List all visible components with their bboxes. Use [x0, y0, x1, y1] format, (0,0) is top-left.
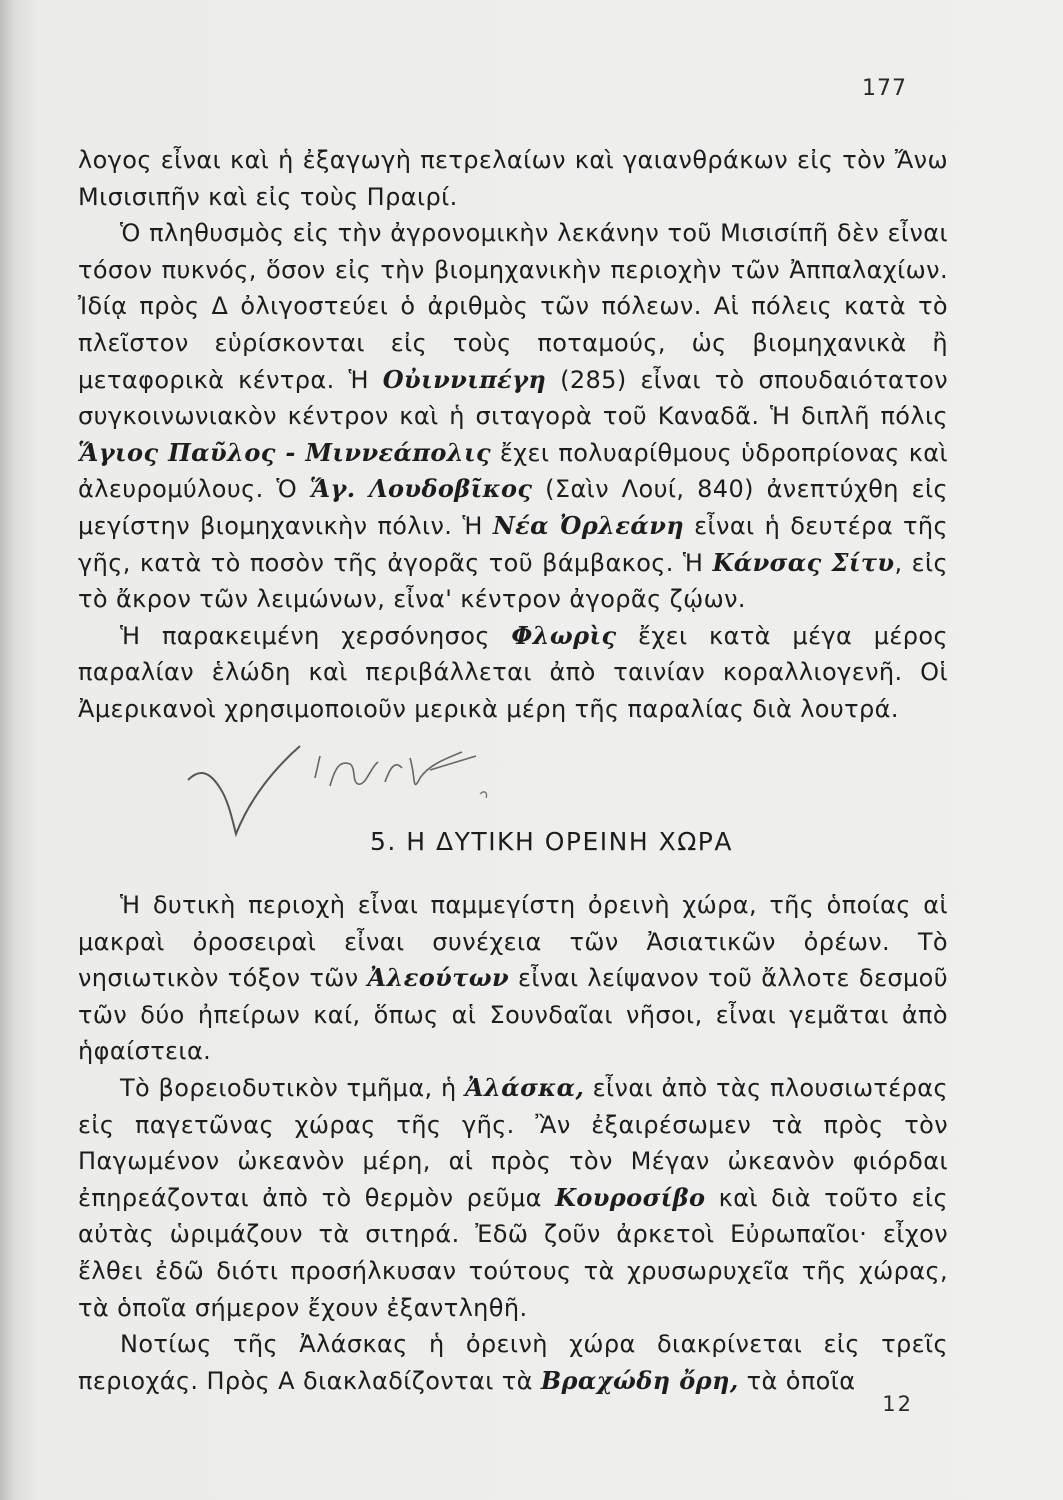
text-run: Ἡ δυτικὴ περιοχὴ εἶναι παμμεγίστη ὀρεινὴ χώρα, τῆς ὁποίας αἱ μακραὶ ὀροσειραὶ εἶναι συνέχεια τῶν Ἀσιατικῶν ὀρέων. Τὸ νησιωτικὸν τόξον τῶν	[78, 891, 948, 993]
place-name: Νέα Ὀρλεάνη	[492, 510, 685, 540]
text-run: , εἰς τὸ ἄκρον τῶν λειμώνων, εἶνα' κέντρον ἀγορᾶς ζῴων.	[78, 548, 948, 614]
paragraph-continued	[78, 142, 948, 215]
page-number: 177	[862, 76, 907, 101]
text-run: καὶ διὰ τοῦτο εἰς αὐτὰς ὡριμάζουν τὰ σιτηρά. Ἐδῶ ζοῦν ἀρκετοὶ Εὐρωπαῖοι· εἶχον ἔλθει ἐδῶ διότι προσήλκυσαν τούτους τὰ χρυσωρυχεῖα τῆς χώρας, τὰ ὁποῖα σήμερον ἔχουν ἐξαντληθῆ.	[78, 1183, 948, 1322]
text-run: Ὁ πληθυσμὸς εἰς τὴν ἀγρονομικὴν λεκάνην τοῦ Μισισίπῆ δὲν εἶναι τόσον πυκνός, ὅσον εἰς τὴν βιομηχανικὴν περιοχὴν τῶν Ἀππαλαχίων. Ἰδίᾳ πρὸς Δ ὀλιγοστεύει ὁ ἀριθμὸς τῶν πόλεων. Αἱ πόλεις κατὰ τὸ πλεῖστον εὑρίσκονται εἰς τοὺς ποταμούς, ὡς βιομηχανικὰ ἢ μεταφορικὰ κέντρα. Ἡ	[78, 219, 948, 394]
place-name: Ἀλάσκα,	[465, 1072, 585, 1102]
section-heading: 5. Η ΔΥΤΙΚΗ ΟΡΕΙΝΗ ΧΩΡΑ	[370, 827, 733, 856]
text-run: εἶναι ἡ δευτέρα τῆς γῆς, κατὰ τὸ ποσὸν τῆς ἀγορᾶς τοῦ βάμβακος. Ἡ	[78, 511, 948, 577]
place-name: Κουροσίβο	[555, 1182, 706, 1212]
place-name: Ἀλεούτων	[367, 963, 510, 993]
text-run: λογος εἶναι καὶ ἡ ἐξαγωγὴ πετρελαίων καὶ γαιανθράκων εἰς τὸν Ἄνω Μισισιπῆν καὶ εἰς τοὺς Πραιρί.	[78, 146, 948, 211]
text-run: Νοτίως τῆς Ἀλάσκας ἡ ὀρεινὴ χώρα διακρίνεται εἰς τρεῖς περιοχάς. Πρὸς Α διακλαδίζονται τὰ	[78, 1330, 948, 1395]
place-name: Φλωρὶς	[511, 620, 617, 650]
text-block-lower	[78, 887, 948, 1399]
text-block-upper	[78, 142, 948, 728]
paragraph	[78, 1070, 948, 1326]
paragraph	[78, 887, 948, 1070]
text-run: ἔχει πολυαρίθμους ὑδροπρίονας καὶ ἀλευρομύλους. Ὁ	[78, 438, 948, 504]
text-run: ἔχει κατὰ μέγα μέρος παραλίαν ἑλώδη καὶ περιβάλλεται ἀπὸ ταινίαν κοραλλιογενῆ. Οἱ Ἀμερικανοὶ χρησιμοποιοῦν μερικὰ μέρη τῆς παραλίας διὰ λουτρά.	[78, 621, 949, 723]
text-run: εἶναι λείψανον τοῦ ἄλλοτε δεσμοῦ τῶν δύο ἠπείρων καί, ὅπως αἱ Σουνδαῖαι νῆσοι, εἶναι γεμᾶται ἀπὸ ἡφαίστεια.	[78, 964, 949, 1066]
paragraph	[78, 618, 948, 728]
signature-mark: 12	[882, 1392, 913, 1416]
paragraph	[78, 215, 948, 618]
text-run: Τὸ βορειοδυτικὸν τμῆμα, ἡ	[120, 1073, 465, 1102]
place-name: Ἅγιος Παῦλος - Μιννεάπολις	[78, 437, 491, 467]
text-run: τὰ ὁποῖα	[738, 1366, 856, 1395]
text-run: εἶναι ἀπὸ τὰς πλουσιωτέρας εἰς παγετῶνας χώρας τῆς γῆς. Ἂν ἐξαιρέσωμεν τὰ πρὸς τὸν Παγωμένον ὠκεανὸν μέρη, αἱ πρὸς τὸν Μέγαν ὠκεανὸν φιόρδαι ἐπηρεάζονται ἀπὸ τὸ θερμὸν ρεῦμα	[78, 1073, 948, 1212]
text-run: Ἡ παρακειμένη χερσόνησος	[120, 621, 512, 650]
place-name: Κάνσας Σίτυ	[712, 547, 895, 577]
place-name: Ἅγ. Λουδοβῖκος	[309, 474, 533, 504]
place-name: Οὐιννιπέγη	[382, 364, 547, 394]
text-run: (Σαὶν Λουί, 840) ἀνεπτύχθη εἰς μεγίστην βιομηχανικὴν πόλιν. Ἡ	[78, 475, 948, 540]
paragraph	[78, 1326, 948, 1399]
text-run: (285) εἶναι τὸ σπουδαιότατον συγκοινωνιακὸν κέντρον καὶ ἡ σιταγορὰ τοῦ Καναδᾶ. Ἡ διπλῆ πόλις	[78, 365, 948, 431]
place-name: Βραχώδη ὄρη,	[540, 1365, 739, 1395]
